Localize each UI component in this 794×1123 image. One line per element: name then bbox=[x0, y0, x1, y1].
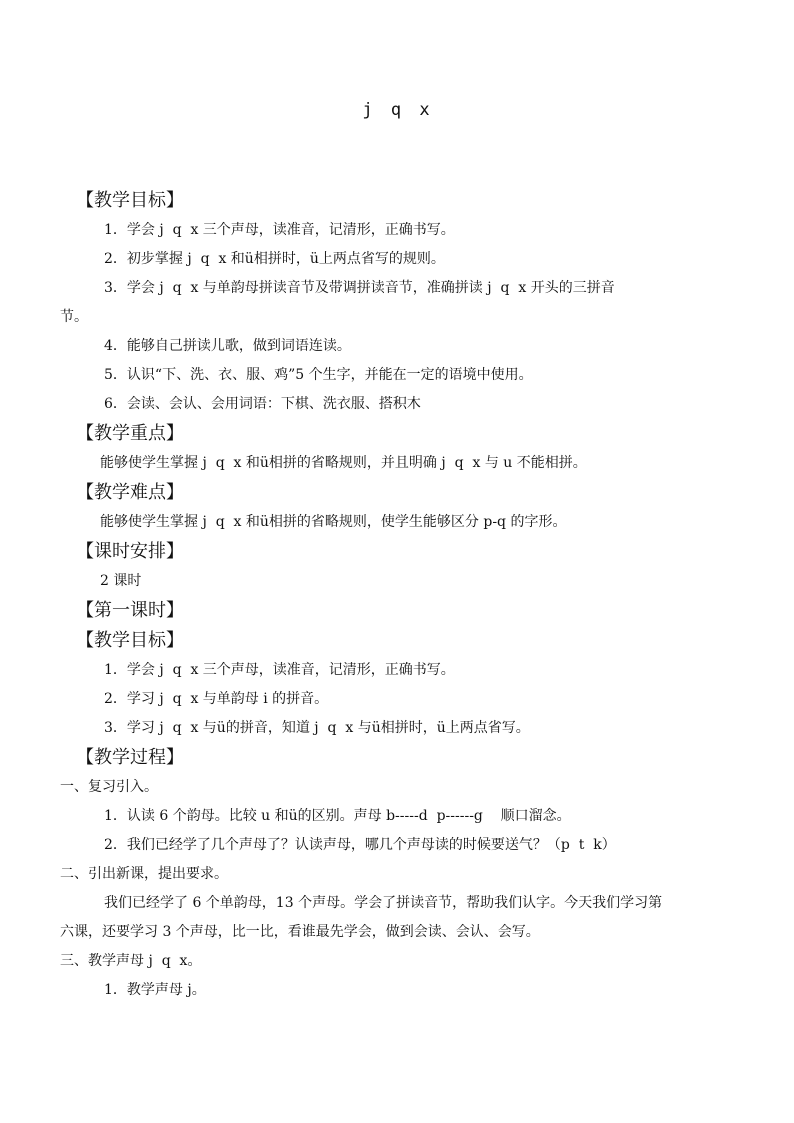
goal-item-continuation: 节。 bbox=[60, 309, 88, 325]
section-heading-first-lesson: 【第一课时】 bbox=[76, 600, 184, 621]
goal-item: 6．会读、会认、会用词语：下棋、洗衣服、搭积木 bbox=[104, 396, 421, 412]
goal-item: 2．初步掌握 j q x 和ü相拼时，ü上两点省写的规则。 bbox=[104, 251, 445, 267]
section-heading-goals: 【教学目标】 bbox=[76, 190, 184, 211]
process-item: 1．教学声母 j。 bbox=[104, 982, 206, 998]
lesson-goal-item: 3．学习 j q x 与ü的拼音，知道 j q x 与ü相拼时，ü上两点省写。 bbox=[104, 720, 530, 736]
process-item: 1．认读 6 个韵母。比较 u 和ü的区别。声母 b-----d p------g 顺口溜念。 bbox=[104, 808, 571, 824]
goal-item: 3．学会 j q x 与单韵母拼读音节及带调拼读音节，准确拼读 j q x 开头的三拼音 bbox=[104, 280, 615, 296]
process-part-title: 一、复习引入。 bbox=[60, 779, 158, 795]
document-title: j q x bbox=[362, 100, 432, 120]
section-heading-process: 【教学过程】 bbox=[76, 747, 184, 768]
lesson-goal-item: 2．学习 j q x 与单韵母 i 的拼音。 bbox=[104, 691, 329, 707]
section-heading-key-points: 【教学重点】 bbox=[76, 423, 184, 444]
document-body bbox=[60, 186, 726, 1005]
process-item: 2．我们已经学了几个声母了？认读声母，哪几个声母读的时候要送气？（p t k） bbox=[104, 837, 616, 853]
difficulties-text: 能够使学生掌握 j q x 和ü相拼的省略规则，使学生能够区分 p-q 的字形。 bbox=[100, 514, 567, 530]
goal-item: 5．认识“下、洗、衣、服、鸡”5 个生字，并能在一定的语境中使用。 bbox=[104, 367, 533, 383]
process-part-title: 二、引出新课，提出要求。 bbox=[60, 866, 228, 882]
section-heading-schedule: 【课时安排】 bbox=[76, 541, 184, 562]
section-heading-lesson-goals: 【教学目标】 bbox=[76, 630, 184, 651]
section-heading-difficulties: 【教学难点】 bbox=[76, 482, 184, 503]
schedule-text: 2 课时 bbox=[100, 573, 142, 589]
goal-item: 4．能够自己拼读儿歌，做到词语连读。 bbox=[104, 338, 351, 354]
process-paragraph-line: 我们已经学了 6 个单韵母，13 个声母。学会了拼读音节，帮助我们认字。今天我们学习第 bbox=[104, 895, 663, 911]
process-part-title: 三、教学声母 j q x。 bbox=[60, 953, 202, 969]
goal-item: 1．学会 j q x 三个声母，读准音，记清形，正确书写。 bbox=[104, 222, 455, 238]
lesson-goal-item: 1．学会 j q x 三个声母，读准音，记清形，正确书写。 bbox=[104, 662, 455, 678]
key-points-text: 能够使学生掌握 j q x 和ü相拼的省略规则，并且明确 j q x 与 u 不能相拼。 bbox=[100, 455, 587, 471]
process-paragraph-line: 六课，还要学习 3 个声母，比一比，看谁最先学会，做到会读、会认、会写。 bbox=[60, 924, 540, 940]
